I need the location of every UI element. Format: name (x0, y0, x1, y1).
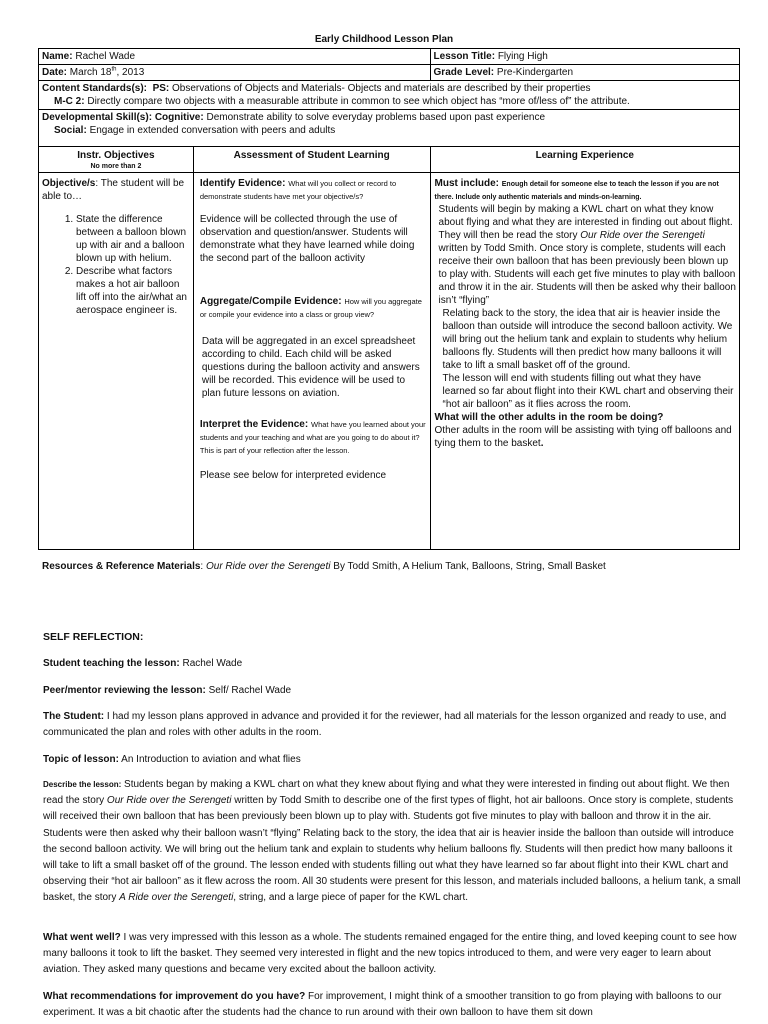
lesson-title-cell (430, 49, 739, 65)
date-month-day: March 18 (69, 67, 112, 78)
adults-label: What will the other adults in the room be doing? (434, 412, 664, 424)
date-value (70, 67, 145, 78)
mc2-text: Directly compare two objects with a measurable attribute in common to see which object has “more of/less of” the attribute. (87, 96, 630, 107)
standards-row (39, 81, 740, 110)
lesson-title-label: Lesson Title: (433, 51, 496, 62)
reviewer-label (43, 685, 206, 696)
grade-label: Grade Level: (433, 67, 495, 78)
story-title: Our Ride over the Serengeti (580, 230, 705, 242)
describe-label: Describe the lesson: (43, 780, 122, 789)
mc2-label: M-C 2: (54, 96, 85, 107)
reviewer-label-part: / (64, 685, 68, 696)
objectives-cell (39, 173, 194, 550)
date-label: Date: (42, 67, 68, 78)
experience-para-2-text: They will then be read the story (438, 230, 581, 242)
resources-text: By Todd Smith, A Helium Tank, Balloons, String, Small Basket (330, 561, 606, 572)
identify-label: Identify Evidence: (199, 178, 286, 190)
grade-value: Pre-Kindergarten (496, 67, 574, 78)
lesson-plan-table (38, 48, 740, 550)
reflection-went-well (43, 930, 743, 979)
objectives-intro-text: : The student will be able to… (42, 178, 185, 203)
topic-label: Topic of lesson: (43, 754, 119, 765)
name-label: Name: (42, 51, 73, 62)
describe-text: Students began by making a KWL chart on what they knew about flying and what they were interested in finding out about flight. We then read the story (43, 779, 730, 807)
describe-story-title: A Ride over the Serengeti (119, 892, 234, 904)
must-include-label: Must include: (434, 178, 499, 190)
went-well-label: What went well? (43, 932, 121, 943)
social-text: Engage in extended conversation with peers and adults (89, 125, 336, 136)
column-header-row (39, 147, 740, 173)
ps-text: Observations of Objects and Materials- Objects and materials are described by their properties (172, 83, 591, 94)
describe-text: written by Todd Smith to describe one of the first types of flight, hot air balloons. Once story is complete, students will received their own balloon that has been previously been blown up to play with. Students got five minutes to play with balloon and throw it in the air. Students were then asked why their balloon wasn’t “flying” Relating back to the story, the idea that air is heavier inside the balloon than outside will introduce the second balloon activity. We will bring out the helium tank and explain to students why helium balloons fly. Students will then predict how many balloons it will take to lift a small basket off of the ground. The lesson ended with students filling out what they have learned so far about flight into their KWL chart and observing their “hot air balloon” as it flew across the room. All 30 students were present for this lesson, and materials included balloons, a helium tank, a small basket, the story (43, 795, 741, 904)
objectives-header: Instr. Objectives (77, 150, 155, 161)
reviewer-value: Self/ Rachel Wade (205, 685, 292, 696)
objectives-list (42, 213, 190, 317)
date-suffix: th (111, 66, 117, 73)
objectives-intro-label: Objective/s (42, 178, 96, 190)
ps-label: PS: (152, 83, 170, 94)
student-text: I had my lesson plans approved in advance and provided it for the reviewer, had all materials for the lesson organized and ready to use, and communicated the plan and roles with other adults in the room. (43, 711, 727, 739)
skills-row (39, 110, 740, 147)
experience-cell (430, 173, 739, 550)
experience-para-2 (435, 229, 736, 307)
document-title: Early Childhood Lesson Plan (314, 34, 454, 45)
grade-cell (430, 65, 739, 81)
standards-label: Content Standards(s): (42, 83, 147, 94)
experience-header: Learning Experience (430, 147, 739, 173)
aggregate-label (200, 296, 342, 307)
experience-para-1: Students will begin by making a KWL chart on what they know about flying and what they are interested in finding out about flight. (438, 204, 733, 229)
name-cell (39, 49, 431, 65)
experience-para-4: The lesson will end with students filling out what they have learned so far about flight into their KWL chart and observing their “hot air balloon” as it flies across the room. (442, 373, 734, 411)
standards-cell (39, 81, 740, 110)
identify-prompt: What will you collect or record to demonstrate students have met your objective/s? (199, 179, 397, 202)
experience-para-2-text: written by Todd Smith. Once story is complete, students will each receive their own balloon that has been previously been blown up to play with. Students will each get five minutes to play with balloon and throw it in the air. Students will then be asked why their balloon isn’t “flying” (438, 243, 736, 307)
reflection-topic (43, 752, 743, 768)
objective-item: 1. State the difference between a balloon blown up with air and a balloon blown up with helium. (76, 213, 190, 265)
interpret-text: Please see below for interpreted evidence (199, 470, 387, 482)
adults-text (435, 424, 736, 450)
skills-cell (39, 110, 740, 147)
cognitive-text: Demonstrate ability to solve everyday problems based upon past experience (206, 112, 546, 123)
aggregate-text: Data will be aggregated in an excel spreadsheet according to child. Each child will be asked questions during the balloon activity and answers will be recorded. This evidence will be used to plan future lessons on aviation. (201, 336, 420, 400)
skills-label: Developmental Skill(s): (42, 112, 153, 123)
reflection-improvement (43, 989, 743, 1021)
resources-colon: : (200, 561, 204, 572)
name-row (39, 49, 740, 65)
must-include-prompt: Enough detail for someone else to teach the lesson if you are not there. Include only authentic materials and minds-on-learning. (434, 181, 719, 202)
reflection-teacher (43, 656, 743, 672)
reviewer-label-part: Peer (43, 685, 65, 696)
social-label: Social: (54, 125, 87, 136)
resources-label: Resources & Reference Materials (42, 561, 201, 572)
describe-story-title: Our Ride over the Serengeti (106, 795, 232, 807)
interpret-prompt: What have you learned about your students and your teaching and what are you going to do about it? This is part of your reflection after the lesson. (199, 420, 426, 456)
aggregate-label-part: Compile Evidence: (252, 296, 342, 308)
reflection-heading: SELF REFLECTION: (43, 631, 144, 643)
cognitive-label: Cognitive: (154, 112, 204, 123)
resources-title: Our Ride over the Serengeti (205, 561, 331, 572)
teacher-value: Rachel Wade (179, 658, 243, 669)
aggregate-label-part: / (249, 296, 253, 308)
assessment-header: Assessment of Student Learning (193, 147, 430, 173)
reflection-student (43, 709, 743, 741)
experience-para-3: Relating back to the story, the idea that air is heavier inside the balloon than outside will introduce the second balloon activity. We will bring out the helium tank and explain to students why helium balloons fly. Students will then predict how many balloons it will take to lift a small basket off of the ground. (442, 308, 733, 372)
adults-text-end: . (540, 438, 544, 450)
teacher-label: Student teaching the lesson: (43, 658, 180, 669)
date-year: , 2013 (116, 67, 145, 78)
student-label: The Student: (43, 711, 105, 722)
describe-text: , string, and a large piece of paper for the KWL chart. (233, 892, 469, 904)
aggregate-prompt: How will you aggregate or compile your evidence into a class or group view? (199, 297, 422, 320)
reviewer-label-part: mentor reviewing the lesson: (67, 685, 206, 696)
lesson-title-value: Flying High (497, 51, 548, 62)
date-row (39, 65, 740, 81)
improvement-label: What recommendations for improvement do you have? (43, 991, 306, 1002)
objective-item: 2. Describe what factors makes a hot air balloon lift off into the air/what an aerospace engineer is. (76, 265, 190, 317)
improvement-text: For improvement, I might think of a smoother transition to go from playing with balloons to our experiment. It was a bit chaotic after the students had the chance to run around with their own balloon to have them sit down (43, 991, 722, 1019)
objectives-subheader: No more than 2 (90, 163, 142, 170)
date-cell (39, 65, 431, 81)
reflection-reviewer (43, 683, 743, 699)
name-value: Rachel Wade (75, 51, 136, 62)
interpret-label: Interpret the Evidence: (199, 419, 309, 431)
content-row (39, 173, 740, 550)
reflection-describe (43, 777, 743, 907)
adults-text-body: Other adults in the room will be assisting with tying off balloons and tying them to the basket (434, 425, 732, 450)
identify-text: Evidence will be collected through the use of observation and question/answer. Students will demonstrate what they have learned while doing the second part of the balloon activity (199, 214, 415, 265)
aggregate-label-part: Aggregate (199, 296, 250, 308)
resources-line (42, 561, 606, 572)
objectives-header-cell (39, 147, 194, 173)
assessment-cell (193, 173, 430, 550)
topic-text: An Introduction to aviation and what flies (118, 754, 301, 765)
went-well-text: I was very impressed with this lesson as a whole. The students remained engaged for the entire thing, and loved keeping count to see how many balloons it took to lift the basket. They seemed very interested in flight and the new topics introduced to them, and were very eager to learn about aviation. They asked many questions and became very excited about the balloon activity. (43, 932, 737, 976)
